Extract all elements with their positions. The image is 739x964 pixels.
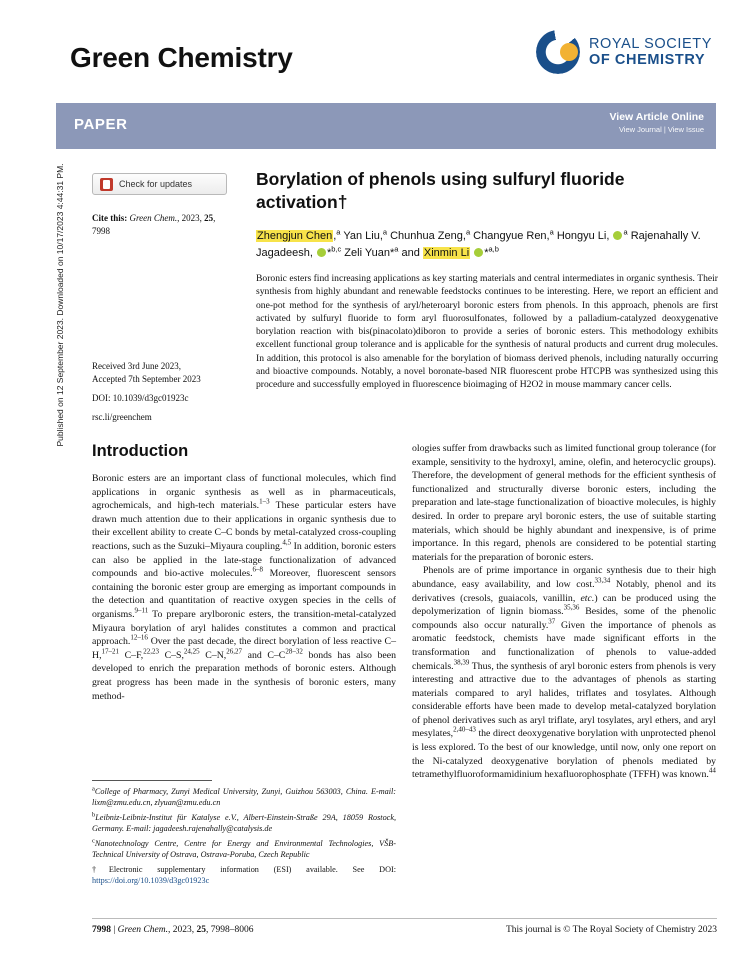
rsc-logo [536, 30, 712, 74]
cite-this-value: Green Chem., 2023, 25, 7998 [92, 213, 216, 236]
check-for-updates-label: Check for updates [119, 179, 193, 189]
rsc-logo-line2: OF CHEMISTRY [588, 52, 706, 68]
cite-this-label: Cite this: [92, 213, 128, 223]
paragraph: Boronic esters are an important class of functional molecules, which find applications in organic synthesis as well as in pharmaceuticals, agrochemicals, and high-tech materials.$^{1-3}$ These particular esters have drawn much attention due to their applications in organic synthesis due to their excellent ability to create C–C bonds by metal-catalyzed cross-coupling reactions, such as the Suzuki–Miyaura coupling.$^{4,5}$ In addition, boronic esters can also be applied in the late-stage functionalization of advanced compounds and bio-active molecules.$^{6-8}$ Moreover, fluorescent sensors containing the boronic ester group are emerging as important compounds in the detection and quantitation of reactive oxygen species in the cells of organisms.$^{9-11}$ To prepare arylboronic esters, the transition-metal-catalyzed Miyaura borylation of aryl halides constitutes a common and practical approach.$^{12-16}$ Over the past decade, the direct borylation of less reactive C–H,$^{17-21}$ C–F,$^{22,23}$ C–S,$^{24,25}$ C–N,$^{26,27}$ and $C-C^{28-32}$ bonds has also been developed to enrich the preparation methods of boronic esters. Although great progress has been made in the synthesis of boronic esters, many method- [92, 473, 397, 702]
view-article-online-link[interactable]: View Article Online [609, 111, 704, 123]
view-journal-issue-links[interactable]: View Journal | View Issue [618, 125, 704, 134]
section-title-introduction: Introduction [92, 442, 189, 460]
download-watermark-text: Published on 12 September 2023. Downloaded on 10/17/2023 4:44:31 PM. [55, 163, 65, 447]
doi-text: DOI: 10.1039/d3gc01923c [92, 393, 189, 403]
footnote-item: $^b$Leibniz-Leibniz-Institut für Katalyse e.V., Albert-Einstein-Straße 29A, 18059 Rostock, Germany. E-mail: jagadeesh.rajenahally@catalysis.de [92, 811, 396, 833]
footnote-item: $^a$College of Pharmacy, Zunyi Medical University, Zunyi, Guizhou 563003, China. E-mail: lixm@zmu.edu.cn, zlyuan@zmu.edu.cn [92, 785, 396, 807]
rsc-circle-logo-icon [536, 30, 580, 74]
cite-this-block [92, 212, 232, 237]
article-type-label: PAPER [74, 116, 128, 133]
download-watermark-strip [0, 0, 65, 964]
check-for-updates-button[interactable] [92, 173, 227, 195]
rsc-logo-line1: ROYAL SOCIETY [588, 36, 712, 52]
body-column-right [412, 442, 716, 782]
footnote-divider [92, 780, 212, 781]
page-content [40, 0, 739, 964]
orcid-icon [474, 248, 483, 257]
accepted-date: Accepted 7th September 2023 [92, 373, 201, 384]
journal-title: Green Chemistry [70, 42, 293, 73]
body-column-left [92, 472, 396, 703]
footer-copyright: This journal is © The Royal Society of Chemistry 2023 [505, 925, 717, 935]
paragraph: Phenols are of prime importance in organic synthesis due to their high abundance, easy availability, and low cost.$^{33,34}$ Notably, phenol and its derivatives (cresols, guaiacols, vanillin, etc.) can be produced using the depolymerization of lignin biomass.$^{35,36}$ Besides, some of the phenolic compounds also occur naturally.$^{37}$ Given the importance of phenols as aromatic feedstock, chemists have made significant efforts in the transformation and functionalization of phenols to value-added chemicals.$^{38,39}$ Thus, the synthesis of aryl boronic esters from phenols is very interesting and attractive due to the advantages of phenols as starting materials compared to aryl halides, triflates and tosylates. Although considerable efforts have been made to develop metal-catalyzed borylation of phenol derivatives such as aryl triflate, aryl tosylates, aryl ethers, and aryl mesylates,$^{2,40-43}$ the direct deoxygenative borylation with unprotected phenol is less explored. To the best of our knowledge, until now, only one report on the Ni-catalyzed deoxygenative borylation of phenols mediated by tetramethylfluoroformamidinium hexafluorophosphate (TFFH) was known.$^{44}$ [412, 565, 716, 781]
article-title: Borylation of phenols using sulfuryl fluoride activation† [256, 169, 625, 212]
view-online-block[interactable] [609, 111, 704, 134]
footer-citation: 7998 | Green Chem., 2023, 25, 7998–8006 [92, 925, 254, 935]
orcid-icon [317, 248, 326, 257]
footnote-item: †Electronic supplementary information (ESI) available. See DOI: https://doi.org/10.1039/d3gc01923c [92, 865, 396, 885]
crossmark-icon [100, 178, 113, 191]
received-accepted-dates [92, 360, 237, 385]
footnotes-block [92, 786, 396, 890]
masthead [56, 30, 716, 92]
received-date: Received 3rd June 2023, [92, 361, 181, 371]
rsc-logo-text [589, 36, 712, 68]
footer-divider [92, 918, 717, 919]
abstract-text: Boronic esters find increasing applications as key starting materials and central intermediates in organic synthesis. Their synthesis from highly abundant and renewable feedstocks continues to be interesting. Here, we report an efficient and one-pot method for the synthesis of aryl/heteroaryl boronic esters from phenols. In this approach, phenols are first activated by sulfuryl fluoride to form aryl fluorosulfonates, followed by a palladium-catalyzed deoxygenative borylation reaction with bis(pinacolato)diboron to provide a series of boronic esters. This methodology exhibits excellent functional group tolerance and is applicable for the synthesis of natural products and current drug molecules. In addition, this protocol is also amenable for the borylation of biomass derived phenols, including naturally occurring and bioactive compounds. Notably, a novel boronate-based NIR fluorescent probe HTCPB was synthesized using this procedure and successfully employed in fluorescence bioimaging of H2O2 in mouse mammary cancer cells. [256, 273, 718, 391]
article-type-band [56, 103, 716, 149]
orcid-icon [613, 231, 622, 240]
journal-url[interactable]: rsc.li/greenchem [92, 412, 152, 422]
paragraph: ologies suffer from drawbacks such as limited functional group tolerance (for example, sensitivity to the hydroxyl, amine, olefin, and heterocyclic groups). Therefore, the development of general methods for the efficient synthesis of functionalized and structurally diverse boronic esters, including the preparation and late-stage functionalization of bioactive molecules, is highly desired. In order to prepare aryl boronic esters, the use of suitable starting materials, which should be highly abundant and inexpensive, is of prime importance. In this regard, phenols are considered to be potential starting materials for the preparation of boronic esters. [412, 443, 716, 563]
footnote-item: $^c$Nanotechnology Centre, Centre for Energy and Environmental Technologies, VŠB-Technical University of Ostrava, Ostrava-Poruba, Czech Republic [92, 837, 396, 859]
author-list: Zhengjun Chen,$^a$ Yan Liu,$^a$ Chunhua Zeng,$^a$ Changyue Ren,$^a$ Hongyu Li, $^a$ Rajenahally V. Jagadeesh, *$^{b,c}$ Zeli Yuan*$^a$ and Xinmin Li *$^{a,b}$ [256, 227, 701, 259]
